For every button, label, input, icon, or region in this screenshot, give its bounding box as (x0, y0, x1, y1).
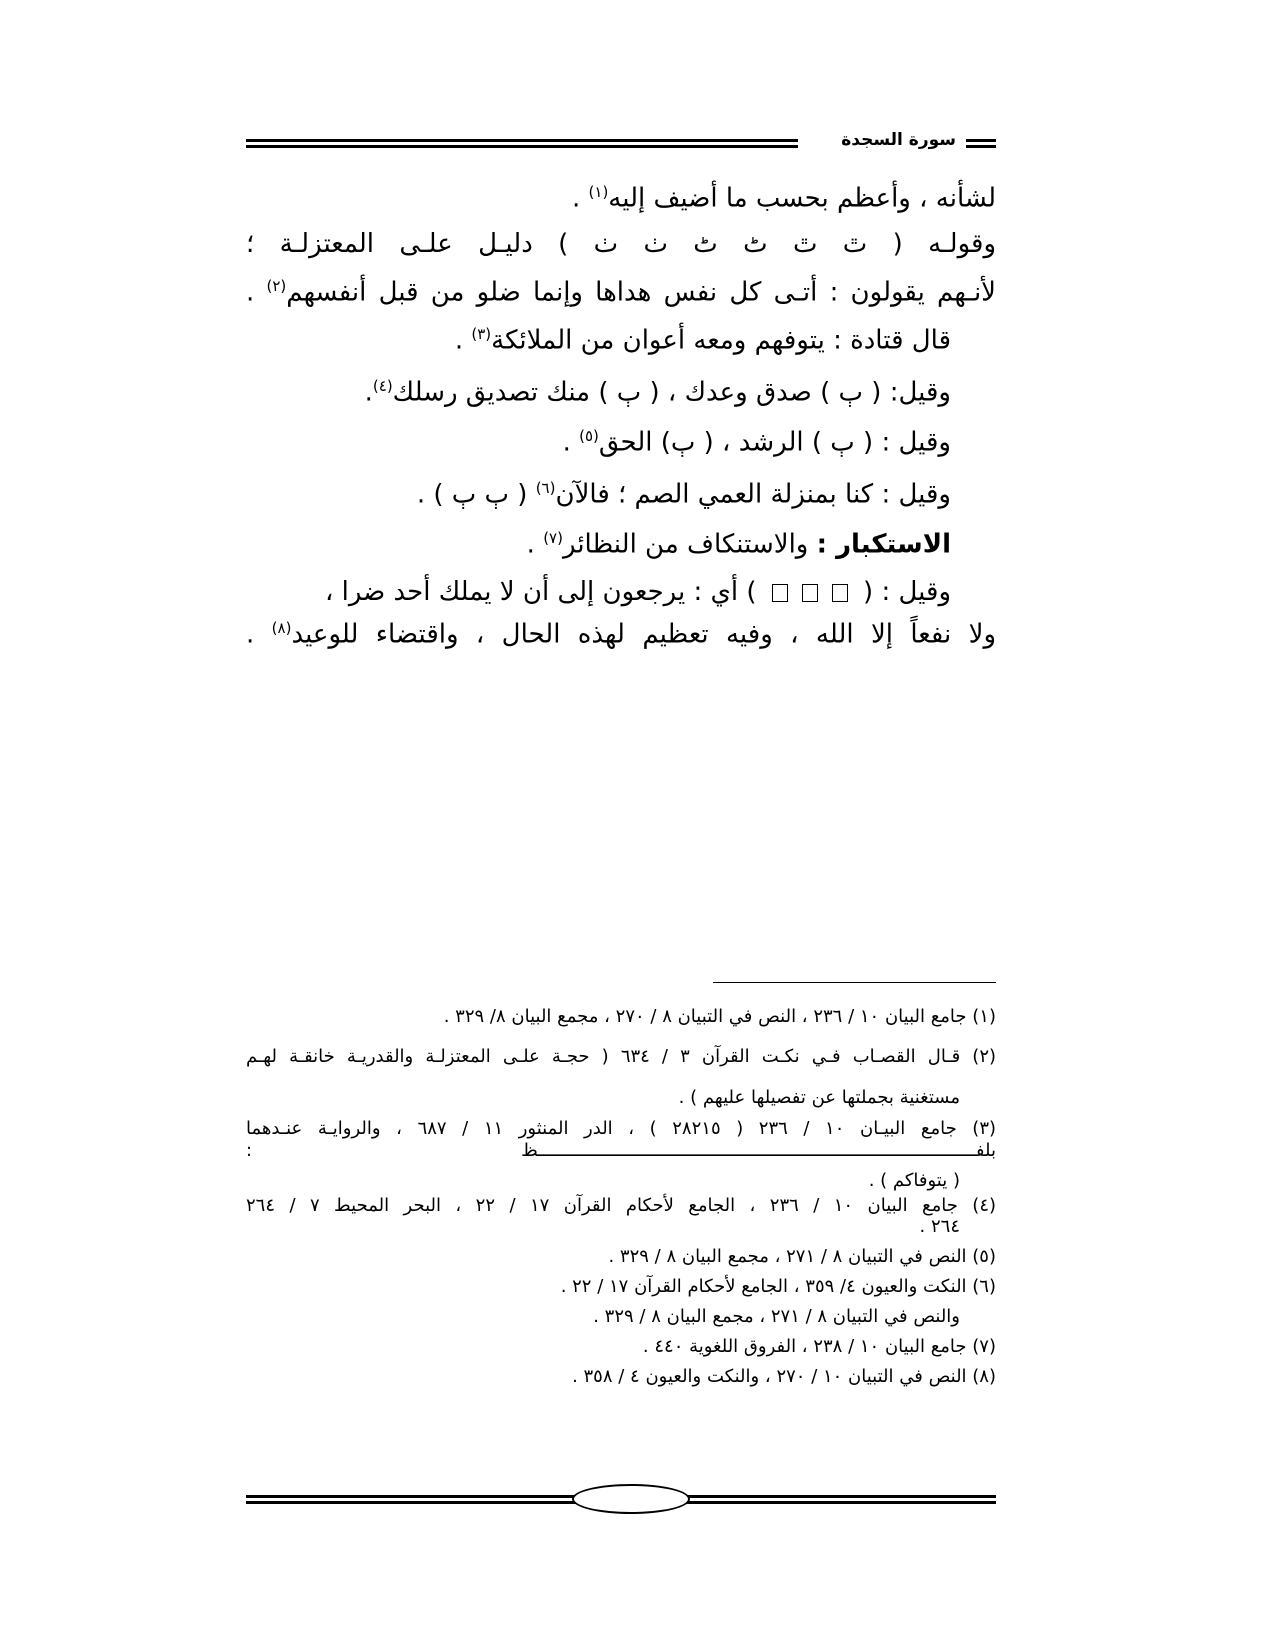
missing-glyph-box (802, 584, 818, 602)
page-title: سورة السجدة (841, 130, 956, 150)
footnote: بلفـــــــــــــــــــــــــــــــــــــــــــــــــــــــــــــــــــــــــــــــــــظ : (246, 1140, 996, 1161)
footnote: مستغنية بجملتها عن تفصيلها عليهم ) . (678, 1087, 960, 1108)
footnote: (٨) النص في التبيان ١٠ / ٢٧٠ ، والنكت والعيون ٤ / ٣٥٨ . (572, 1366, 996, 1387)
text-line: وقيل : ( ) أي : يرجعون إلى أن لا يملك أحد ضرا ، (324, 577, 951, 607)
text-line: وقيل : ( ٻ ) الرشد ، ( ٻ) الحق$^{(٥)}$ . (562, 427, 951, 458)
footer-rule-right (686, 1495, 996, 1504)
footnote: (١) جامع البيان ١٠ / ٢٣٦ ، النص في التبيان ٨ / ٢٧٠ ، مجمع البيان ٨/ ٣٢٩ . (443, 1006, 996, 1027)
footnote: (٥) النص في التبيان ٨ / ٢٧١ ، مجمع البيان ٨ / ٣٢٩ . (608, 1246, 996, 1267)
missing-glyph-box (772, 584, 788, 602)
footer-rule-left (246, 1495, 576, 1504)
text-line: الاستكبار : والاستنكاف من النظائر$^{(٧)}$ . (526, 529, 951, 560)
footnote: ( يتوفاكم ) . (868, 1170, 960, 1191)
header-rule (246, 139, 798, 148)
footnote-separator (713, 982, 996, 983)
footnote: (٤) جامع البيان ١٠ / ٢٣٦ ، الجامع لأحكام القرآن ١٧ / ٢٢ ، البحر المحيط ٧ / ٢٦٤ (246, 1195, 997, 1216)
text-line: وقيل : كنا بمنزلة العمي الصم ؛ فالآن$^{(٦)}$ ( ٻ ٻ ) . (416, 479, 951, 510)
text-line: قال قتادة : يتوفهم ومعه أعوان من الملائكة$^{(٣)}$ . (454, 325, 951, 356)
text-line: ولا نفعاً إلا الله ، وفيه تعظيم لهذه الحال ، واقتضاء للوعيد$^{(٨)}$ . (246, 619, 997, 650)
page-header (246, 132, 996, 154)
header-rule-short (966, 139, 996, 148)
text-line: وقولـه ( ٿ ٿ ٹ ٹ ٺ ٺ ) دليـل علـى المعتزلـة ؛ (246, 229, 996, 259)
page-number-oval (572, 1484, 690, 1514)
text-line: لشأنه ، وأعظم بحسب ما أضيف إليه$^{(١)}$ . (571, 183, 996, 214)
footnote: (٢) قـال القصـاب فـي نكـت القرآن ٣ / ٦٣٤ ( حجـة علـى المعتزلـة والقدريـة خانقـة لهـم (246, 1046, 997, 1067)
text-line: وقيل: ( ٻ ) صدق وعدك ، ( ٻ ) منك تصديق رسلك$^{(٤)}$. (364, 377, 951, 408)
footnote: ٢٦٤ . (919, 1216, 960, 1237)
footnote: (٣) جامع البيـان ١٠ / ٢٣٦ ( ٢٨٢١٥ ) ، الدر المنثور ١١ / ٦٨٧ ، والروايـة عنـدهما (246, 1118, 997, 1139)
footnote: (٧) جامع البيان ١٠ / ٢٣٨ ، الفروق اللغوية ٤٤٠ . (642, 1336, 996, 1357)
footnote: (٦) النكت والعيون ٤/ ٣٥٩ ، الجامع لأحكام القرآن ١٧ / ٢٢ . (560, 1276, 996, 1297)
footnote: والنص في التبيان ٨ / ٢٧١ ، مجمع البيان ٨ / ٣٢٩ . (593, 1306, 960, 1327)
missing-glyph-box (832, 584, 848, 602)
text-line: لأنـهم يقولون : أتـى كل نفس هداها وإنما ضلو من قبل أنفسهم$^{(٢)}$ . (246, 277, 997, 308)
